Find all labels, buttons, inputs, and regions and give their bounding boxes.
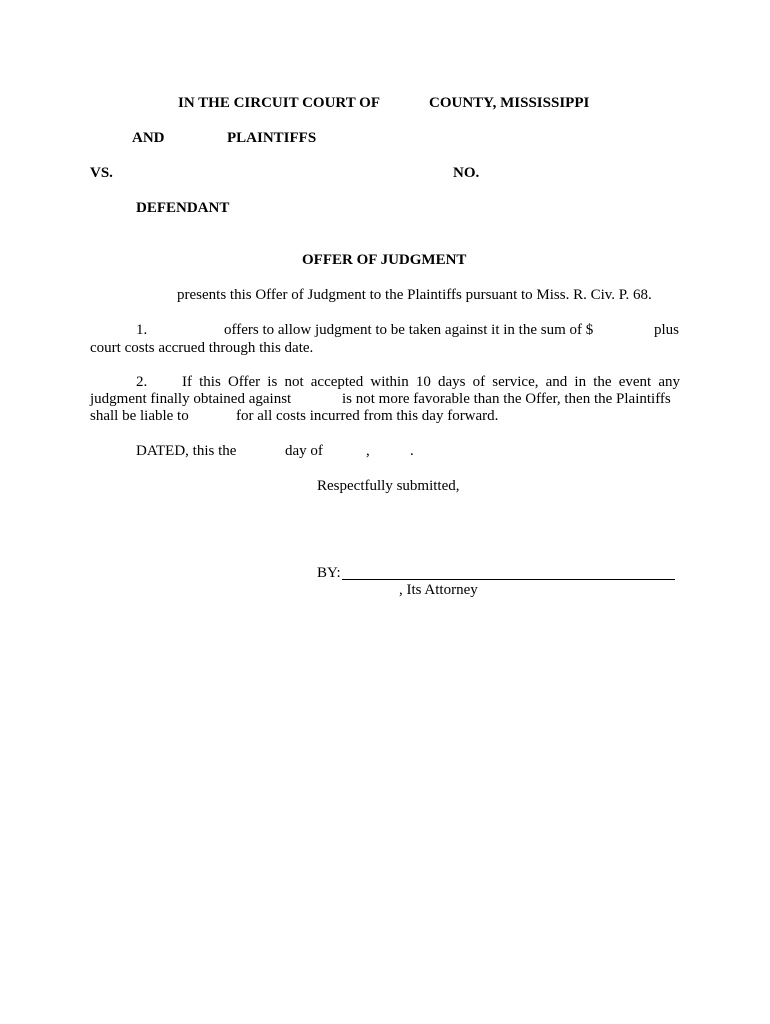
signature-by-label: BY:: [317, 565, 341, 581]
para2-line2-a: judgment finally obtained against: [90, 391, 292, 407]
document-title: OFFER OF JUDGMENT: [302, 252, 467, 268]
para2-line2-b: is not more favorable than the Offer, then the Plaintiffs: [342, 391, 671, 407]
closing-text: Respectfully submitted,: [317, 478, 460, 494]
para2-number: 2.: [136, 374, 148, 390]
dated-prefix: DATED, this the: [136, 443, 237, 459]
attorney-label: , Its Attorney: [399, 582, 478, 598]
court-name-prefix: IN THE CIRCUIT COURT OF: [178, 95, 381, 111]
court-name-suffix: COUNTY, MISSISSIPPI: [429, 95, 590, 111]
para2-line1: If this Offer is not accepted within 10 days of service, and in the event any: [182, 374, 680, 390]
para2-line3-a: shall be liable to: [90, 408, 189, 424]
para1-plus: plus: [654, 322, 680, 338]
vs-label: VS.: [90, 165, 113, 181]
defendant-label: DEFENDANT: [136, 200, 230, 216]
para1-line2: court costs accrued through this date.: [90, 340, 314, 356]
case-number-label: NO.: [453, 165, 480, 181]
para2-line3-b: for all costs incurred from this day forward.: [236, 408, 499, 424]
dated-day-of: day of: [285, 443, 323, 459]
para1-number: 1.: [136, 322, 148, 338]
signature-line: [342, 579, 675, 580]
para1-text: offers to allow judgment to be taken against it in the sum of $: [224, 322, 594, 338]
intro-paragraph: presents this Offer of Judgment to the Plaintiffs pursuant to Miss. R. Civ. P. 68.: [177, 287, 652, 303]
plaintiffs-label: PLAINTIFFS: [227, 130, 317, 146]
dated-period: .: [410, 443, 414, 459]
and-label: AND: [132, 130, 165, 146]
dated-comma: ,: [366, 443, 370, 459]
